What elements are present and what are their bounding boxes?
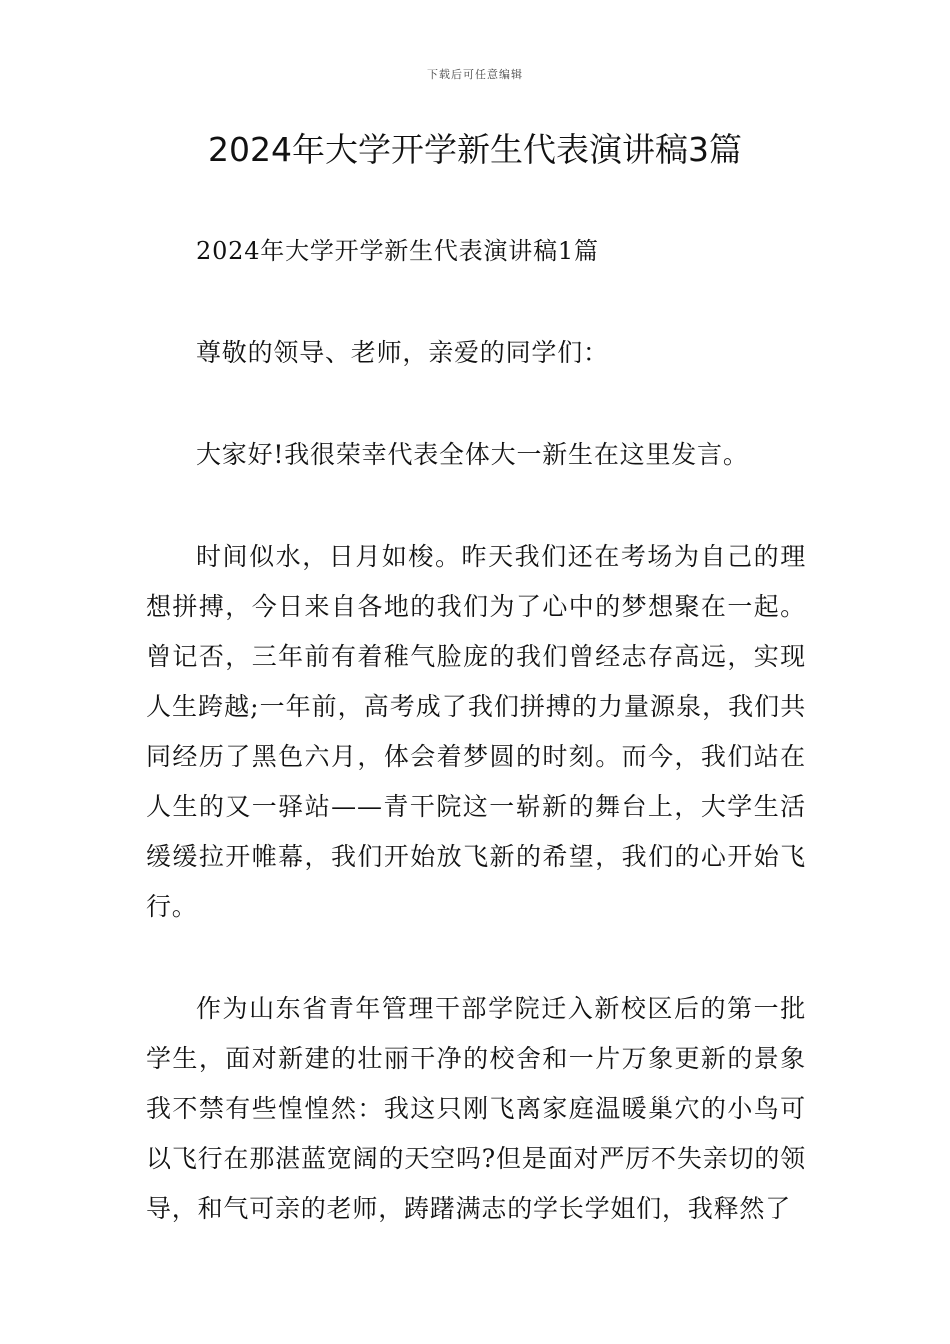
greeting-paragraph: 大家好!我很荣幸代表全体大一新生在这里发言。 <box>196 440 749 469</box>
body-paragraph: 作为山东省青年管理干部学院迁入新校区后的第一批学生，面对新建的壮丽干净的校舍和一片万象更新的景象我不禁有些惶惶然：我这只刚飞离家庭温暖巢穴的小鸟可以飞行在那湛蓝宽阔的天空吗?但是面对严厉不失亲切的领导，和气可亲的老师，踌躇满志的学长学姐们，我释然了 <box>146 994 806 1223</box>
body-paragraph: 时间似水，日月如梭。昨天我们还在考场为自己的理想拼搏，今日来自各地的我们为了心中的梦想聚在一起。曾记否，三年前有着稚气脸庞的我们曾经志存高远，实现人生跨越;一年前，高考成了我们拼搏的力量源泉，我们共同经历了黑色六月，体会着梦圆的时刻。而今，我们站在人生的又一驿站——青干院这一崭新的舞台上，大学生活缓缓拉开帷幕，我们开始放飞新的希望，我们的心开始飞行。 <box>146 542 806 921</box>
document-title: 2024年大学开学新生代表演讲稿3篇 <box>208 130 742 169</box>
document-body <box>146 226 806 1234</box>
subtitle-paragraph: 2024年大学开学新生代表演讲稿1篇 <box>196 237 599 265</box>
header-note: 下载后可任意编辑 <box>427 68 523 81</box>
salutation-paragraph: 尊敬的领导、老师，亲爱的同学们： <box>196 338 609 367</box>
